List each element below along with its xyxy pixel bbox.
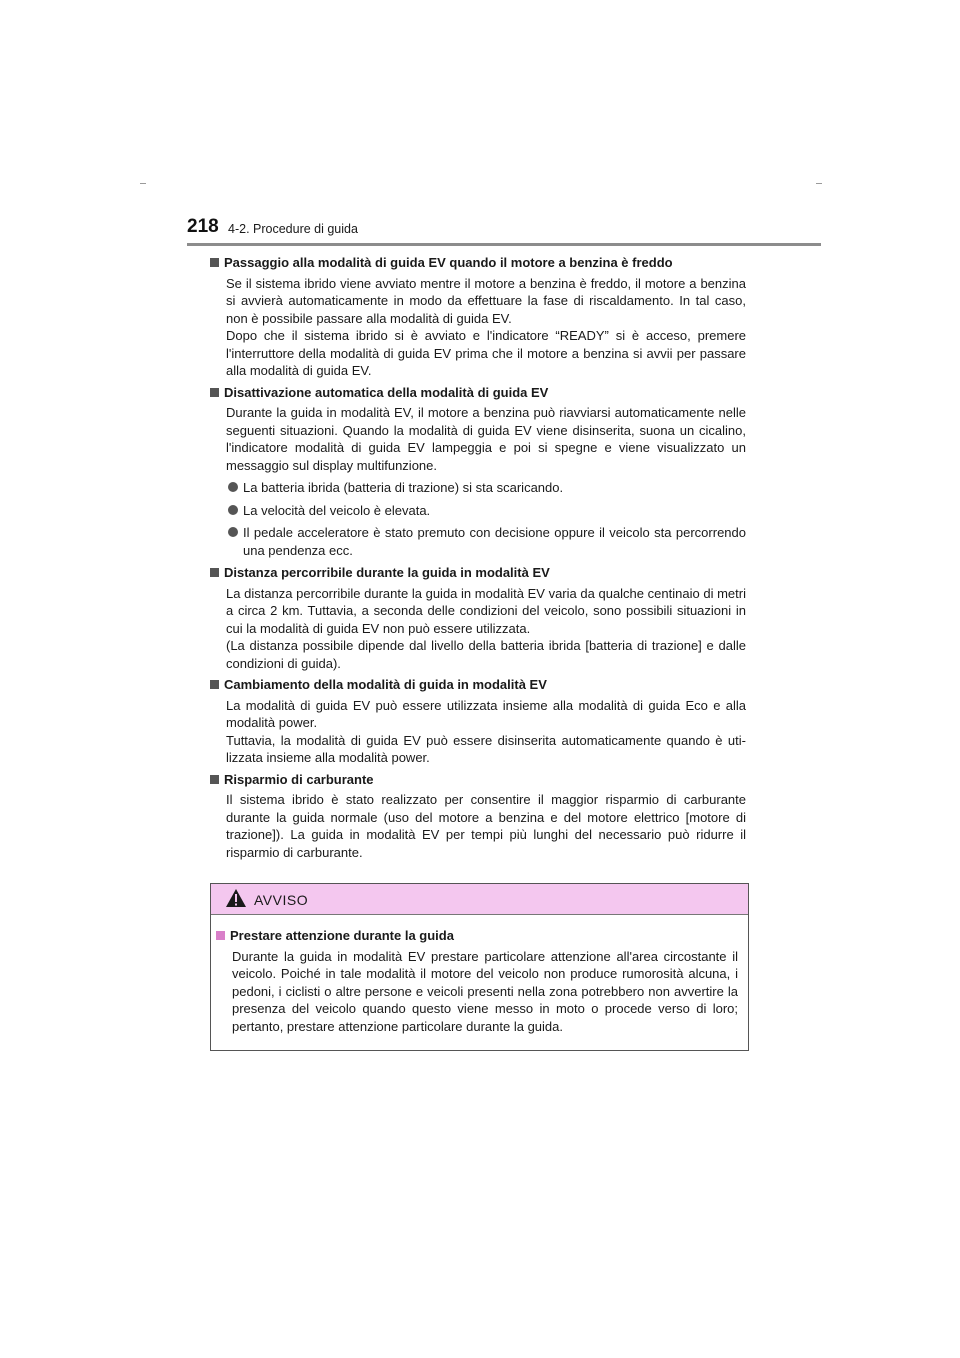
- warning-content: [211, 915, 748, 1035]
- square-bullet-icon: [210, 680, 219, 689]
- section-auto-deactivation: [210, 384, 746, 560]
- square-bullet-icon: [210, 388, 219, 397]
- page-number: 218: [187, 216, 219, 237]
- round-bullet-icon: [228, 527, 238, 537]
- list-item: [228, 524, 746, 559]
- list-item: [228, 502, 746, 520]
- paragraph-text: Il sistema ibrido è stato realizzato per consentire il maggior risparmio di carburante durante la guida normale (uso del motore a benzina e del motore elettrico [motore di trazione]). La guida in modalità EV per tempi più lunghi del necessario può ridurre il risparmio di carburante.: [226, 792, 746, 860]
- crop-mark-left: [140, 183, 146, 184]
- list-item-text: La velocità del veicolo è elevata.: [243, 502, 431, 518]
- square-bullet-icon: [210, 775, 219, 784]
- list-item-text: La batteria ibrida (batteria di trazione) si sta scaricando.: [243, 480, 564, 495]
- paragraph-text: Durante la guida in modalità EV, il motore a benzina può riavviarsi automaticamente nelle seguenti situazioni. Quando la modalità di guida EV viene disinserita, suona un cicalino, l'indicatore modalità di guida EV lampeggia e poi si spegne e viene visualizzato un messaggio sul display multifunzione.: [226, 405, 746, 473]
- warning-header: [211, 884, 748, 915]
- crop-mark-right: [816, 183, 822, 184]
- paragraph-text: La distanza percorribile durante la guida in modalità EV varia da qualche centinaio di metri a circa 2 km. Tuttavia, a seconda delle condizioni del veicolo, sono possibili situazioni in cui la modalità di guida EV non può essere utilizzata.: [226, 585, 746, 636]
- section-cold-engine: [210, 254, 746, 380]
- section-heading: Cambiamento della modalità di guida in modalità EV: [224, 677, 547, 692]
- list-item-text: Il pedale acceleratore è stato premuto con decisione oppure il veicolo sta percorrendo una pendenza ecc.: [243, 525, 746, 558]
- square-bullet-icon: [210, 258, 219, 267]
- warning-heading: Prestare attenzione durante la guida: [230, 928, 454, 943]
- section-ev-range: [210, 564, 746, 672]
- warning-triangle-icon: [225, 888, 247, 908]
- paragraph-text: Dopo che il sistema ibrido si è avviato e l'indicatore “READY” si è acceso, premere l'interruttore della modalità di guida EV prima che il motore a benzina si avvii per passare alla modalità di guida EV.: [226, 328, 746, 378]
- round-bullet-icon: [228, 505, 238, 515]
- paragraph-text: (La distanza possibile dipende dal livello della batteria ibrida [batteria di trazione] e dalle condizioni di guida).: [226, 638, 746, 671]
- main-content: [210, 254, 746, 865]
- paragraph: [226, 585, 746, 673]
- list-item: [228, 479, 746, 497]
- section-heading: Distanza percorribile durante la guida in modalità EV: [224, 565, 550, 580]
- section-heading: Risparmio di carburante: [224, 771, 374, 787]
- square-bullet-icon: [210, 568, 219, 577]
- square-bullet-icon: [216, 931, 225, 940]
- warning-text: Durante la guida in modalità EV prestare particolare attenzione all'area circostante il veicolo. Poiché in tale modalità il motore del veicolo non produce rumorosità alcuna, i pedoni, i ciclisti o altre persone e veicoli presenti nella zona potrebbero non avvertire la presenza del veicolo quando questo viene messo in moto o procede verso di loro; pertanto, prestare attenzione particolare durante la guida.: [232, 948, 738, 1034]
- warning-label: AVVISO: [254, 892, 309, 908]
- paragraph: [226, 275, 746, 380]
- page-header: [187, 216, 821, 246]
- paragraph-text: Se il sistema ibrido viene avviato mentre il motore a benzina è freddo, il motore a benzina si avvierà automaticamente in modo da effettuare la fase di riscaldamento. In tal caso, non è possibile passare alla modalità di guida EV.: [226, 275, 746, 326]
- round-bullet-icon: [228, 482, 238, 492]
- section-title: 4-2. Procedure di guida: [228, 222, 358, 236]
- section-heading: Disattivazione automatica della modalità di guida EV: [224, 384, 549, 400]
- paragraph: [226, 697, 746, 767]
- section-heading: Passaggio alla modalità di guida EV quando il motore a benzina è freddo: [224, 255, 673, 270]
- section-fuel-saving: [210, 771, 746, 862]
- warning-box: [210, 883, 749, 1051]
- header-rule: [187, 243, 821, 246]
- section-mode-change: [210, 676, 746, 767]
- paragraph-text: Tuttavia, la modalità di guida EV può essere disinserita automaticamente quando è utilizzata insieme alla modalità power.: [226, 732, 746, 765]
- paragraph-text: La modalità di guida EV può essere utilizzata insieme alla modalità di guida Eco e alla modalità power.: [226, 697, 746, 730]
